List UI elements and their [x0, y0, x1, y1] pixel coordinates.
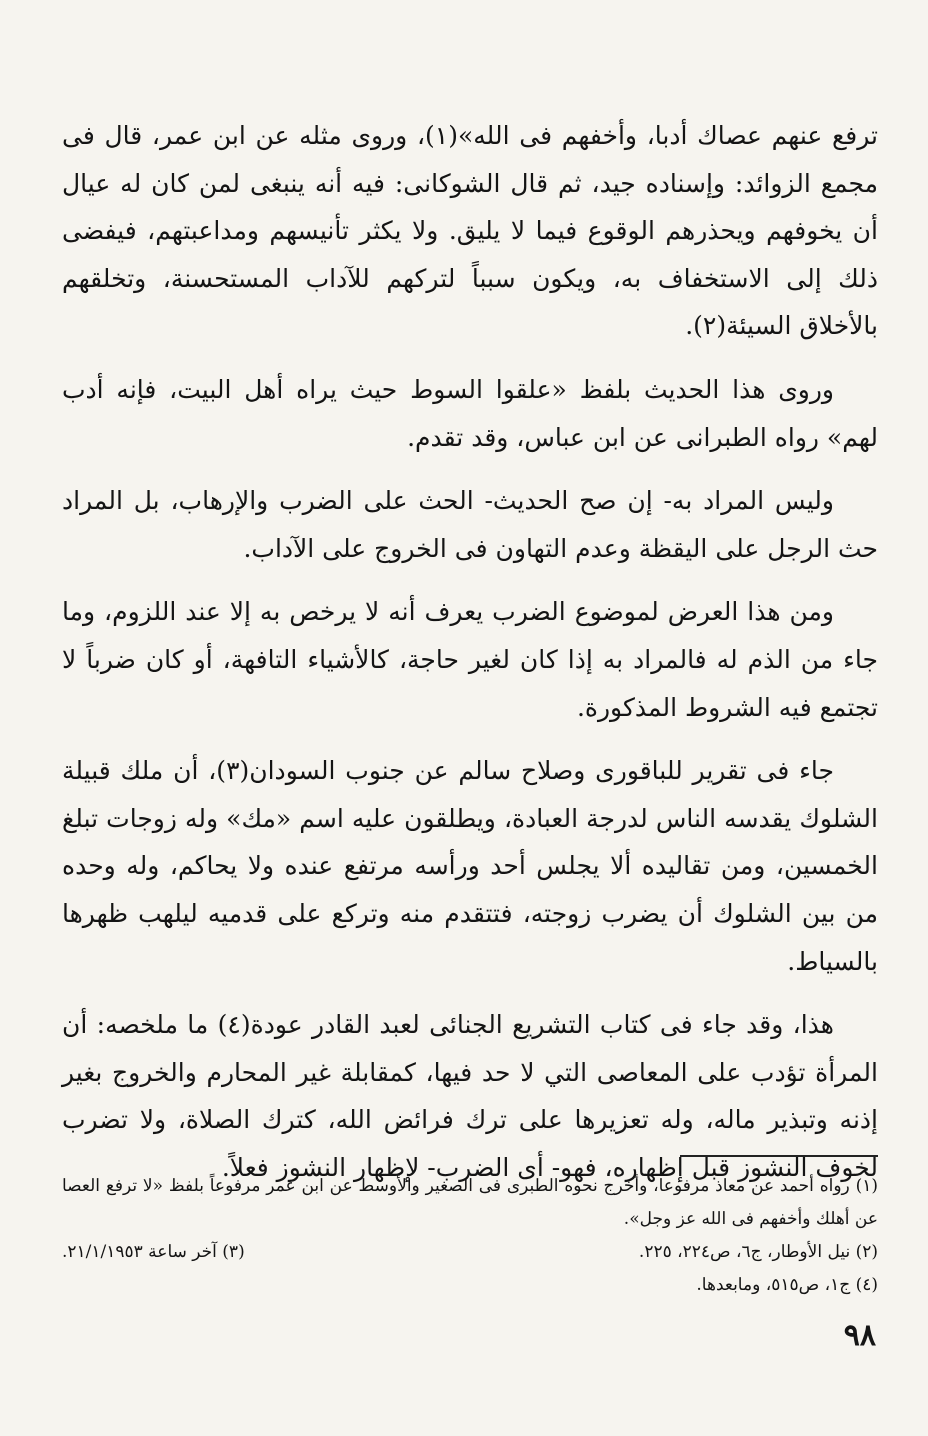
paragraph-6: هذا، وقد جاء فى كتاب التشريع الجنائى لعبد القادر عودة(٤) ما ملخصه: أن المرأة تؤدب على المعاصى التي لا حد فيها، كمقابلة غير المحارم والخروج بغير إذنه وتبذير ماله، وله تعزيرها على ترك فرائض الله، كترك الصلاة، ولا تضرب لخوف النشوز قبل إظهاره، فهو- أى الضرب- لإظهار النشوز فعلاً.: [62, 1010, 878, 1182]
paragraph-1: ترفع عنهم عصاك أدبا، وأخفهم فى الله»(١)، وروى مثله عن ابن عمر، قال فى مجمع الزوائد: وإسناده جيد، ثم قال الشوكانى: فيه أنه ينبغى لمن كان له عيال أن يخوفهم ويحذرهم الوقوع فيما لا يليق. ولا يكثر تأنيسهم ومداعبتهم، فيفضى ذلك إلى الاستخفاف به، ويكون سبباً لتركهم للآداب المستحسنة، وتخلقهم بالأخلاق السيئة(٢).: [62, 121, 878, 341]
page-number: ٩٨: [843, 1318, 876, 1353]
footnote-4: (٤) ج١، ص٥١٥، ومابعدها.: [696, 1275, 878, 1295]
footnotes: [62, 1170, 878, 1302]
paragraph-5: جاء فى تقرير للباقورى وصلاح سالم عن جنوب السودان(٣)، أن ملك قبيلة الشلوك يقدسه الناس لدرجة العبادة، ويطلقون عليه اسم «مك» وله زوجات تبلغ الخمسين، ومن تقاليده ألا يجلس أحد ورأسه مرتفع عنده ولا يحاكم، وله وحده من بين الشلوك أن يضرب زوجته، فتتقدم منه وتركع على قدميه ليلهب ظهرها بالسياط.: [62, 756, 878, 976]
paragraph-3: وليس المراد به- إن صح الحديث- الحث على الضرب والإرهاب، بل المراد حث الرجل على اليقظة وعدم التهاون فى الخروج على الآداب.: [62, 486, 878, 563]
footnote-1: (١) رواه أحمد عن معاذ مرفوعا، وأخرج نحوه الطبرى فى الصغير والأوسط عن ابن عمر مرفوعاً بلفظ «لا ترفع العصا عن أهلك وأخفهم فى الله عز وجل».: [62, 1176, 878, 1229]
footnote-3: (٣) آخر ساعة ٢١/١/١٩٥٣.: [62, 1242, 245, 1262]
footnote-2: (٢) نيل الأوطار، ج٦، ص٢٢٤، ٢٢٥.: [638, 1242, 878, 1262]
footnote-separator: [680, 1155, 878, 1157]
footnote-row: [62, 1236, 878, 1269]
body-text: [62, 112, 878, 1207]
paragraph-2: وروى هذا الحديث بلفظ «علقوا السوط حيث يراه أهل البيت، فإنه أدب لهم» رواه الطبرانى عن ابن عباس، وقد تقدم.: [62, 374, 878, 452]
paragraph-4: ومن هذا العرض لموضوع الضرب يعرف أنه لا يرخص به إلا عند اللزوم، وما جاء من الذم له فالمراد به إذا كان لغير حاجة، كالأشياء التافهة، أو كان ضرباً لا تجتمع فيه الشروط المذكورة.: [62, 597, 878, 722]
